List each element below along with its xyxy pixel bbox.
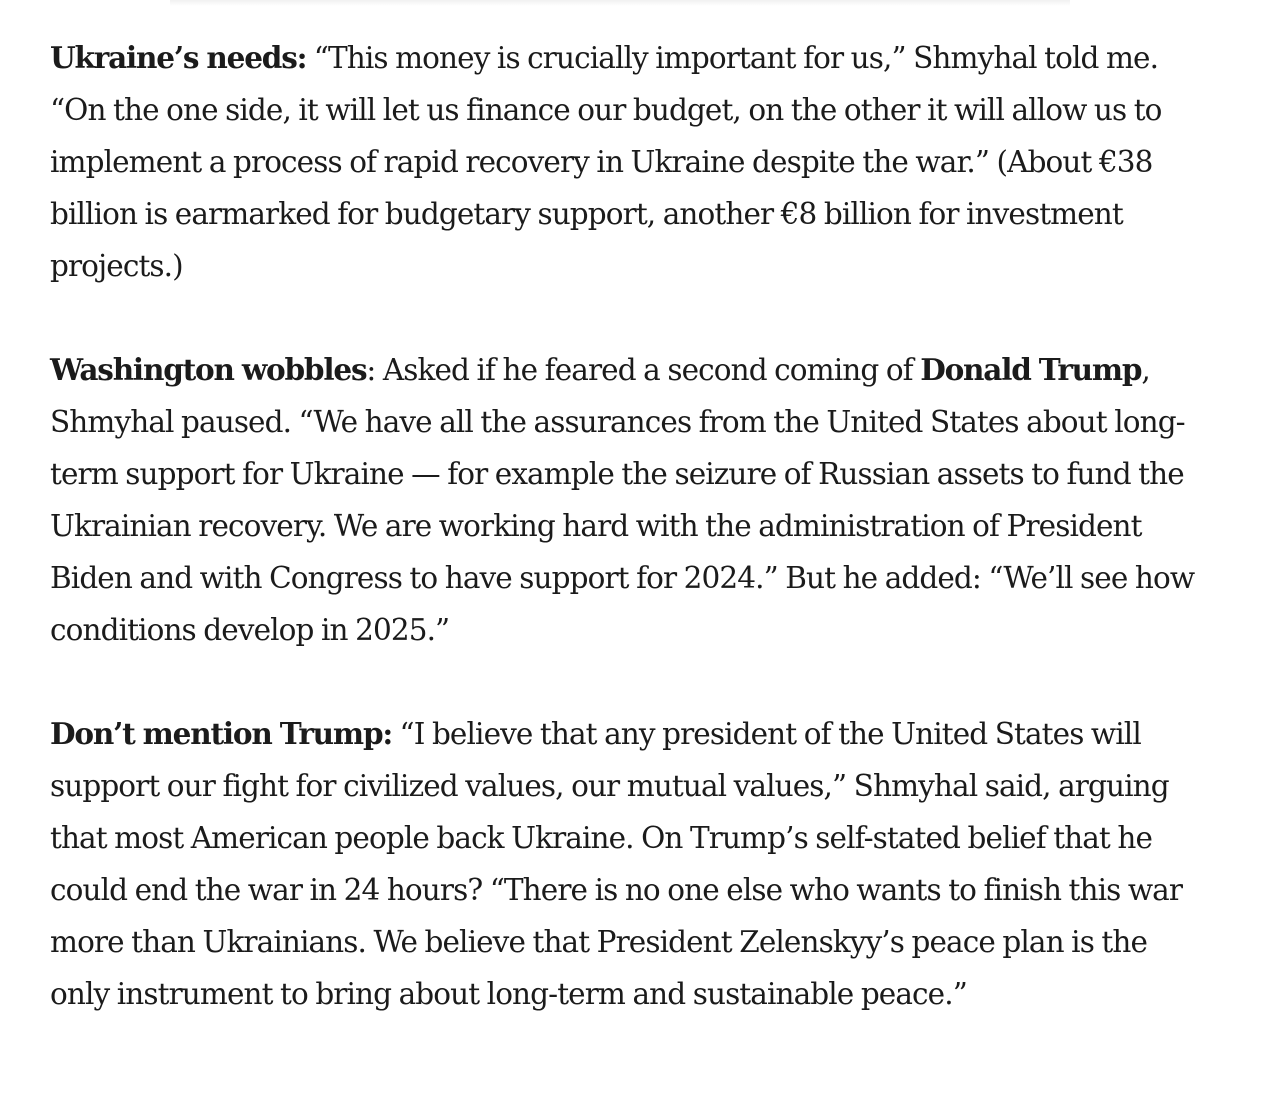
paragraph-lead: Washington wobbles — [50, 352, 367, 387]
top-divider — [170, 0, 1070, 6]
article-body — [50, 32, 1200, 1020]
paragraph-text: “I believe that any president of the United States will support our fight for civilized values, our mutual values,” Shmyhal said, arguing that most American people back Ukraine. On Trump’s self-stated belief that he could end the war in 24 hours? “There is no one else who wants to finish this war more than Ukrainians. We believe that President Zelenskyy’s peace plan is the only instrument to bring about long-term and sustainable peace.” — [50, 717, 1183, 1011]
paragraph-text: , Shmyhal paused. “We have all the assurances from the United States about long-term support for Ukraine — for example the seizure of Russian assets to fund the Ukrainian recovery. We are working hard with the administration of President Biden and with Congress to have support for 2024.” But he added: “We’ll see how conditions develop in 2025.” — [50, 353, 1195, 647]
paragraph-text: : Asked if he feared a second coming of — [366, 353, 921, 387]
paragraph-washington-wobbles — [50, 344, 1200, 656]
paragraph-ukraines-needs — [50, 32, 1200, 292]
paragraph-lead: Ukraine’s needs: — [50, 40, 307, 75]
paragraph-text: “This money is crucially important for us,” Shmyhal told me. “On the one side, it will let us finance our budget, on the other it will allow us to implement a process of rapid recovery in Ukraine despite the war.” (About €38 billion is earmarked for budgetary support, another €8 billion for investment projects.) — [50, 41, 1162, 283]
paragraph-lead: Don’t mention Trump: — [50, 716, 393, 751]
paragraph-dont-mention-trump — [50, 708, 1200, 1020]
emphasis-name: Donald Trump — [920, 352, 1142, 387]
